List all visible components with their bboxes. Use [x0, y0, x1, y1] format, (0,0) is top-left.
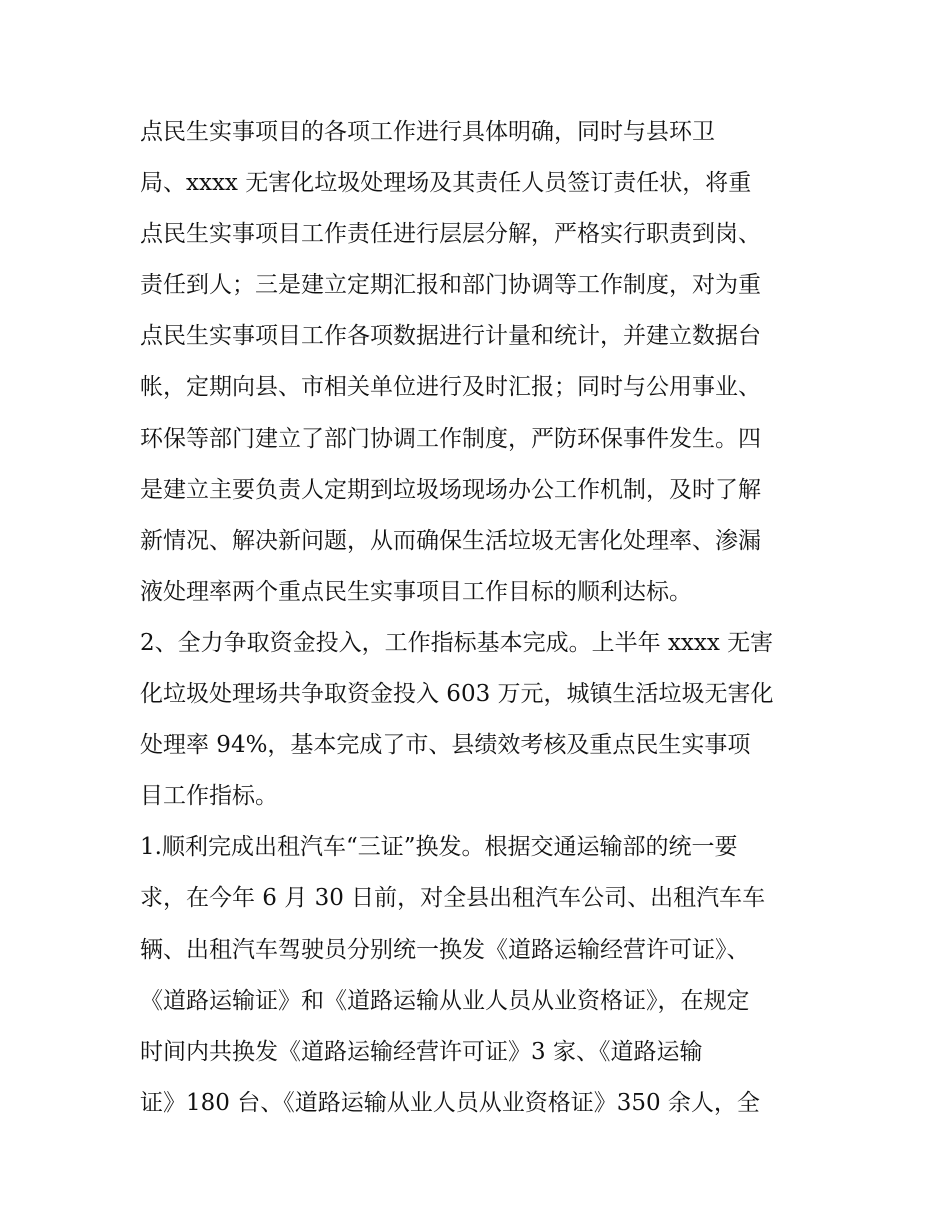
text-line-16: 求，在今年 6 月 30 日前，对全县出租汽车公司、出租汽车车 [140, 885, 766, 912]
text-line-19: 时间内共换发《道路运输经营许可证》3 家、《道路运输 [140, 1038, 703, 1065]
text-line-13: 处理率 94%，基本完成了市、县绩效考核及重点民生实事项 [140, 732, 751, 759]
text-line-4: 责任到人；三是建立定期汇报和部门协调等工作制度，对为重 [140, 272, 761, 299]
text-line-18: 《道路运输证》和《道路运输从业人员从业资格证》，在规定 [140, 987, 750, 1014]
text-line-15: 1.顺利完成出租汽车“三证”换发。根据交通运输部的统一要 [140, 834, 738, 861]
text-line-14: 目工作指标。 [140, 783, 278, 810]
text-line-10: 液处理率两个重点民生实事项目工作目标的顺利达标。 [140, 578, 692, 605]
text-line-1: 点民生实事项目的各项工作进行具体明确，同时与县环卫 [140, 119, 715, 145]
text-line-20: 证》180 台、《道路运输从业人员从业资格证》350 余人，全 [140, 1089, 760, 1116]
text-line-9: 新情况、解决新问题，从而确保生活垃圾无害化处理率、渗漏 [140, 527, 761, 554]
text-line-8: 是建立主要负责人定期到垃圾场现场办公工作机制，及时了解 [140, 476, 761, 503]
text-line-3: 点民生实事项目工作责任进行层层分解，严格实行职责到岗、 [140, 221, 761, 248]
text-line-6: 帐，定期向县、市相关单位进行及时汇报；同时与公用事业、 [140, 374, 761, 401]
body-text [140, 107, 820, 1129]
text-line-17: 辆、出租汽车驾驶员分别统一换发《道路运输经营许可证》、 [140, 936, 750, 963]
text-line-7: 环保等部门建立了部门协调工作制度，严防环保事件发生。四 [140, 425, 761, 452]
text-line-12: 化垃圾处理场共争取资金投入 603 万元，城镇生活垃圾无害化 [140, 681, 774, 708]
text-line-11: 2、全力争取资金投入，工作指标基本完成。上半年 xxxx 无害 [140, 629, 774, 656]
text-line-2: 局、xxxx 无害化垃圾处理场及其责任人员签订责任状，将重 [140, 170, 752, 197]
text-line-5: 点民生实事项目工作各项数据进行计量和统计，并建立数据台 [140, 323, 761, 350]
